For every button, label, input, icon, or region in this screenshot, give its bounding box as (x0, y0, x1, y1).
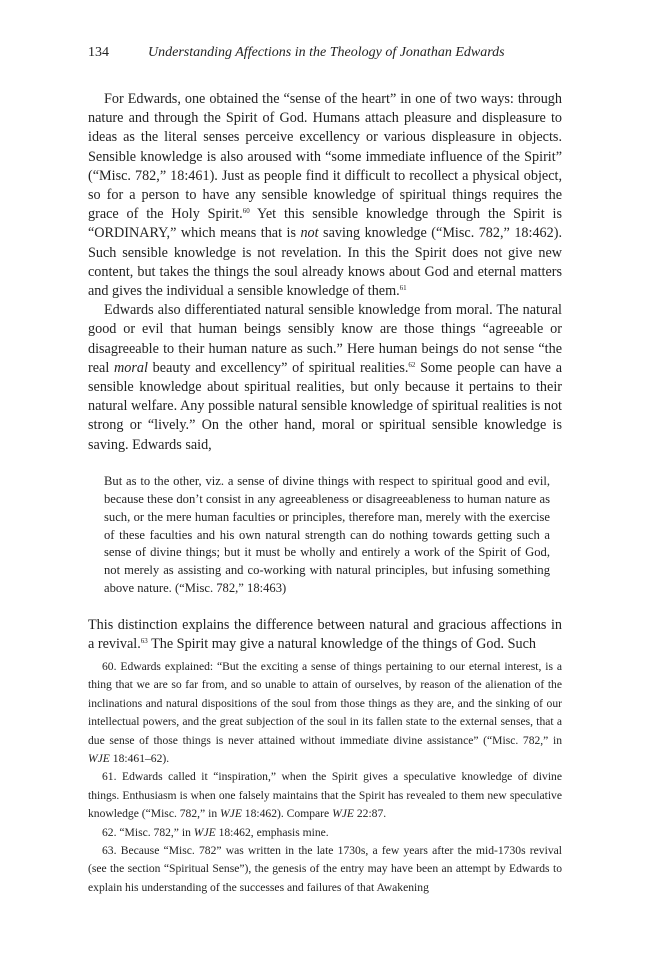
footnote-ref-62: 62 (408, 360, 416, 369)
paragraph-1: For Edwards, one obtained the “sense of the heart” in one of two ways: through nature and through the Spirit of God. Humans attach pleasure and displeasure to ideas as the literal senses perceive excellency or various displeasure in objects. Sensible knowledge is also aroused with “some immediate influence of the Spirit” (“Misc. 782,” 18:461). Just as people find it difficult to recollect a physical object, so for a person to have any sensible knowledge of spiritual things requires the grace of the Holy Spirit.$^{60}$ Yet this sensible knowledge through the Spirit is “ORDINARY,” which means that is not saving knowledge (“Misc. 782,” 18:462). Such sensible knowledge is not revelation. In this the Spirit does not give new content, but takes the things the soul already knows about God and eternal matters and gives the individual a sensible knowledge of them.$^{61}$ (88, 91, 562, 300)
emphasis-moral: moral (114, 359, 148, 376)
footnote-ref-60: 60 (242, 207, 250, 216)
footnote-ref-63: 63 (140, 637, 148, 646)
page-number: 134 (88, 45, 109, 60)
footnote-63: 63. Because “Misc. 782” was written in the late 1730s, a few years after the mid-1730s revival (see the section “Spiritual Sense”), the genesis of the entry may have been an attempt by Edwards to explain his understanding of the successes and failures of that Awakening (88, 844, 562, 894)
main-text (88, 90, 562, 655)
paragraph-3: This distinction explains the difference between natural and gracious affections in a revival.$^{63}$ The Spirit may give a natural knowledge of the things of God. Such (88, 617, 562, 653)
block-quote: But as to the other, viz. a sense of divine things with respect to spiritual good and evil, because these don’t consist in any agreeableness or disagreeableness to human nature as such, or the mere human faculties or principles, therefore man, merely with the exercise of these faculties and his own natural strength can do nothing towards getting such a sense of divine things; but it must be wholly and entirely a work of the Spirit of God, not merely as assisting and co-working with natural principles, but infusing something above nature. (“Misc. 782,” 18:463) (104, 473, 550, 596)
paragraph-2: Edwards also differentiated natural sensible knowledge from moral. The natural good or evil that human beings sensibly know are those things “agreeable or disagreeable to their human nature as such.” Here human beings do not sense “the real moral beauty and excellency” of spiritual realities.$^{62}$ Some people can have a sensible knowledge about spiritual realities, but only because it pertains to their natural welfare. Any possible natural sensible knowledge of spiritual realities is not strong or “lively.” On the other hand, moral or spiritual sensible knowledge is saving. Edwards said, (88, 302, 563, 453)
footnote-ref-61: 61 (399, 284, 407, 293)
footnote-61: 61. Edwards called it “inspiration,” when the Spirit gives a speculative knowledge of divine things. Enthusiasm is when one falsely maintains that the Spirit has revealed to them new speculative knowledge (“Misc. 782,” in WJE 18:462). Compare WJE 22:87. (88, 770, 562, 821)
footnote-60: 60. Edwards explained: “But the exciting a sense of things pertaining to our eternal interest, is a thing that we are so far from, and so unable to attain of ourselves, by reason of the alienation of the inclinations and natural dispositions of the soul from those things as they are, and the sinking of our intellectual powers, and the great subjection of the soul in its fallen state to the external senses, that a due sense of those things is never attained without immediate divine assistance” (“Misc. 782,” in WJE 18:461–62). (88, 660, 562, 766)
running-title: Understanding Affections in the Theology of Jonathan Edwards (148, 45, 505, 60)
footnotes (88, 658, 562, 897)
emphasis-not: not (300, 225, 319, 242)
footnote-62: 62. “Misc. 782,” in WJE 18:462, emphasis mine. (102, 825, 329, 839)
